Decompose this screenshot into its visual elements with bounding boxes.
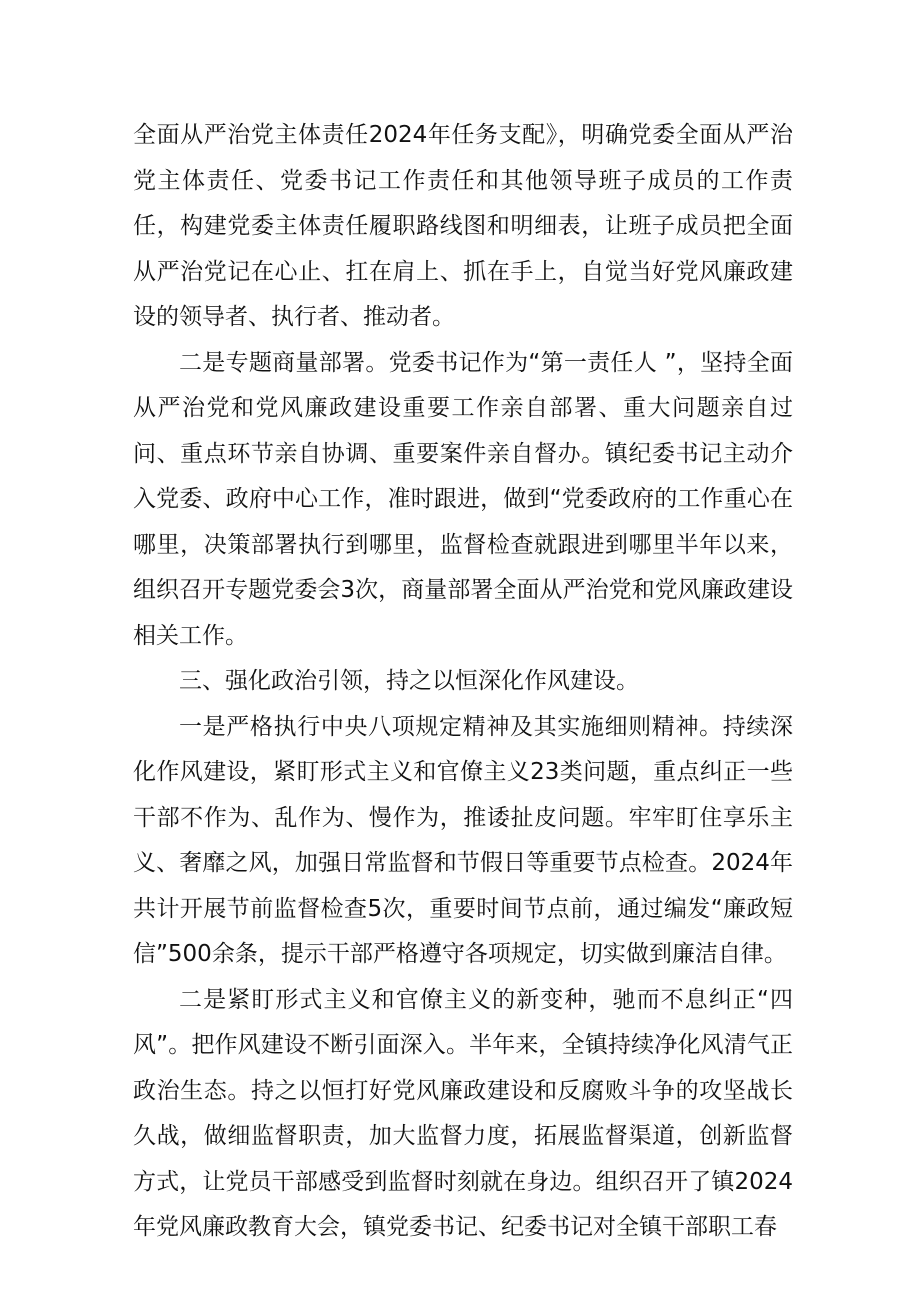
paragraph-2: 二是专题商量部署。党委书记作为“第一责任人 ”，坚持全面从严治党和党风廉政建设重要工作亲自部署、重大问题亲自过问、重点环节亲自协调、重要案件亲自督办。镇纪委书记主动介入党委、政府中心工作，准时跟进，做到“党委政府的工作重心在哪里，决策部署执行到哪里，监督检查就跟进到哪里半年以来，组织召开专题党委会3次，商量部署全面从严治党和党风廉政建设相关工作。 [133,349,793,649]
paragraph-5: 二是紧盯形式主义和官僚主义的新变种，驰而不息纠正“四风”。把作风建设不断引面深入。半年来，全镇持续净化风清气正政治生态。持之以恒打好党风廉政建设和反腐败斗争的攻坚战长久战，做细监督职责，加大监督力度，拓展监督渠道，创新监督方式，让党员干部感受到监督时刻就在身边。组织召开了镇2024年党风廉政教育大会，镇党委书记、纪委书记对全镇干部职工春 [133,986,793,1240]
paragraph-1: 全面从严治党主体责任2024年任务支配》，明确党委全面从严治党主体责任、党委书记工作责任和其他领导班子成员的工作责任，构建党委主体责任履职路线图和明细表，让班子成员把全面从严治党记在心止、扛在肩上、抓在手上，自觉当好党风廉政建设的领导者、执行者、推动者。 [133,122,793,330]
paragraph-4: 一是严格执行中央八项规定精神及其实施细则精神。持续深化作风建设，紧盯形式主义和官僚主义23类问题，重点纠正一些干部不作为、乱作为、慢作为，推诿扯皮问题。牢牢盯住享乐主义、奢靡之风，加强日常监督和节假日等重要节点检查。2024年共计开展节前监督检查5次，重要时间节点前，通过编发“廉政短信”500余条，提示干部严格遵守各项规定，切实做到廉洁自律。 [133,713,793,967]
document-page [133,113,793,1251]
section-heading: 三、强化政治引领，持之以恒深化作风建设。 [179,668,639,694]
